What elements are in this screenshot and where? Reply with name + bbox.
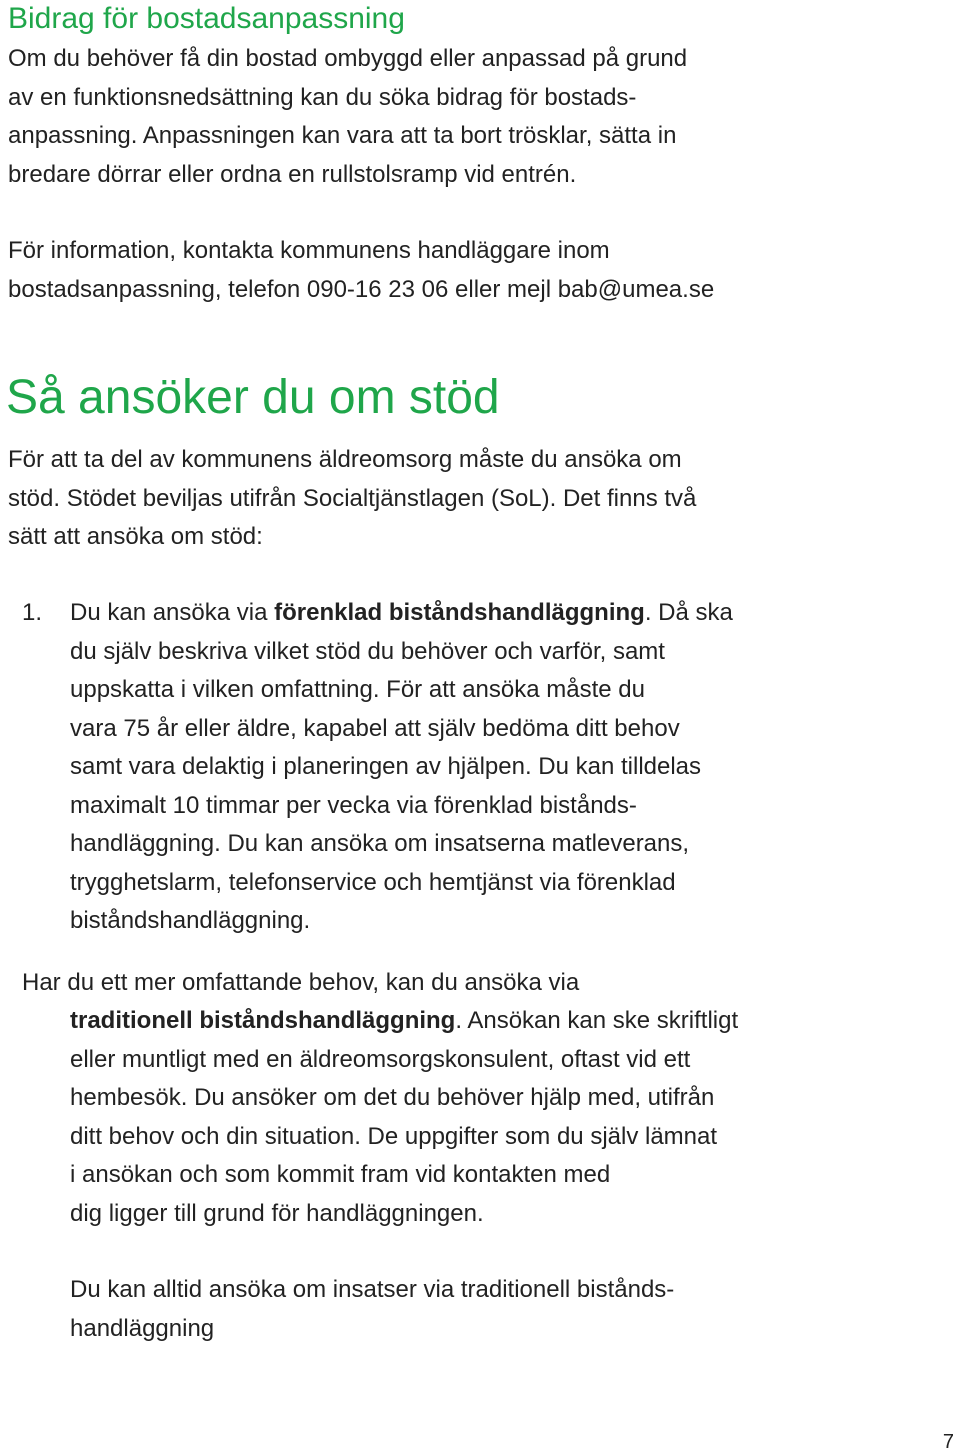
list-number: 1. bbox=[22, 599, 43, 626]
heading-sa-ansoker: Så ansöker du om stöd bbox=[6, 371, 500, 424]
heading-bidrag-bostadsanpassning: Bidrag för bostadsanpassning bbox=[8, 2, 405, 35]
paragraph-bostadsanpassning: Om du behöver få din bostad ombyggd eller anpassad på grund av en funktionsnedsättning kan du söka bidrag för bostads- anpassning. Anpassningen kan vara att ta bort trösklar, sätta in bredare dörrar eller ordna en rullstolsramp vid entrén. bbox=[8, 45, 688, 188]
traditionell-term: traditionell biståndshandläggning bbox=[70, 1007, 456, 1034]
list-item-rest: . Då ska du själv beskriva vilket stöd du behöver och varför, samt uppskatta i vilken omfattning. För att ansöka måste du vara 75 år eller äldre, kapabel att själv bedöma ditt behov samt vara delaktig i planeringen av hjälpen. Du kan tilldelas maximalt 10 timmar per vecka via förenklad bistånds- handläggning. Du kan ansöka om insatserna matleverans, trygghetslarm, telefonservice och hemtjänst via förenklad biståndshandläggning. bbox=[70, 599, 733, 934]
forenklad-term: förenklad biståndshandläggning bbox=[274, 599, 645, 626]
traditionell-text bbox=[70, 1002, 850, 1233]
traditionell-rest: . Ansökan kan ske skriftligt eller muntligt med en äldreomsorgskonsulent, oftast vid ett hembesök. Du ansöker om det du behöver hjälp med, utifrån ditt behov och din situation. De uppgifter som du själv lämnat i ansökan och som kommit fram vid kontakten med dig ligger till grund för handläggningen. bbox=[70, 1007, 739, 1227]
page-number: 7 bbox=[942, 1431, 954, 1453]
traditionell-lead-line: Har du ett mer omfattande behov, kan du ansöka via bbox=[22, 969, 580, 996]
list-item-text bbox=[70, 594, 830, 941]
paragraph-intro-ansokan: För att ta del av kommunens äldreomsorg måste du ansöka om stöd. Stödet beviljas utifrån Socialtjänstlagen (SoL). Det finns två sätt att ansöka om stöd: bbox=[8, 446, 697, 550]
paragraph-alltid-traditionell: Du kan alltid ansöka om insatser via traditionell bistånds- handläggning bbox=[70, 1276, 675, 1342]
list-item-lead: Du kan ansöka via bbox=[70, 599, 275, 626]
paragraph-contact-info: För information, kontakta kommunens handläggare inom bostadsanpassning, telefon 090-16 23 06 eller mejl bab@umea.se bbox=[8, 237, 715, 303]
